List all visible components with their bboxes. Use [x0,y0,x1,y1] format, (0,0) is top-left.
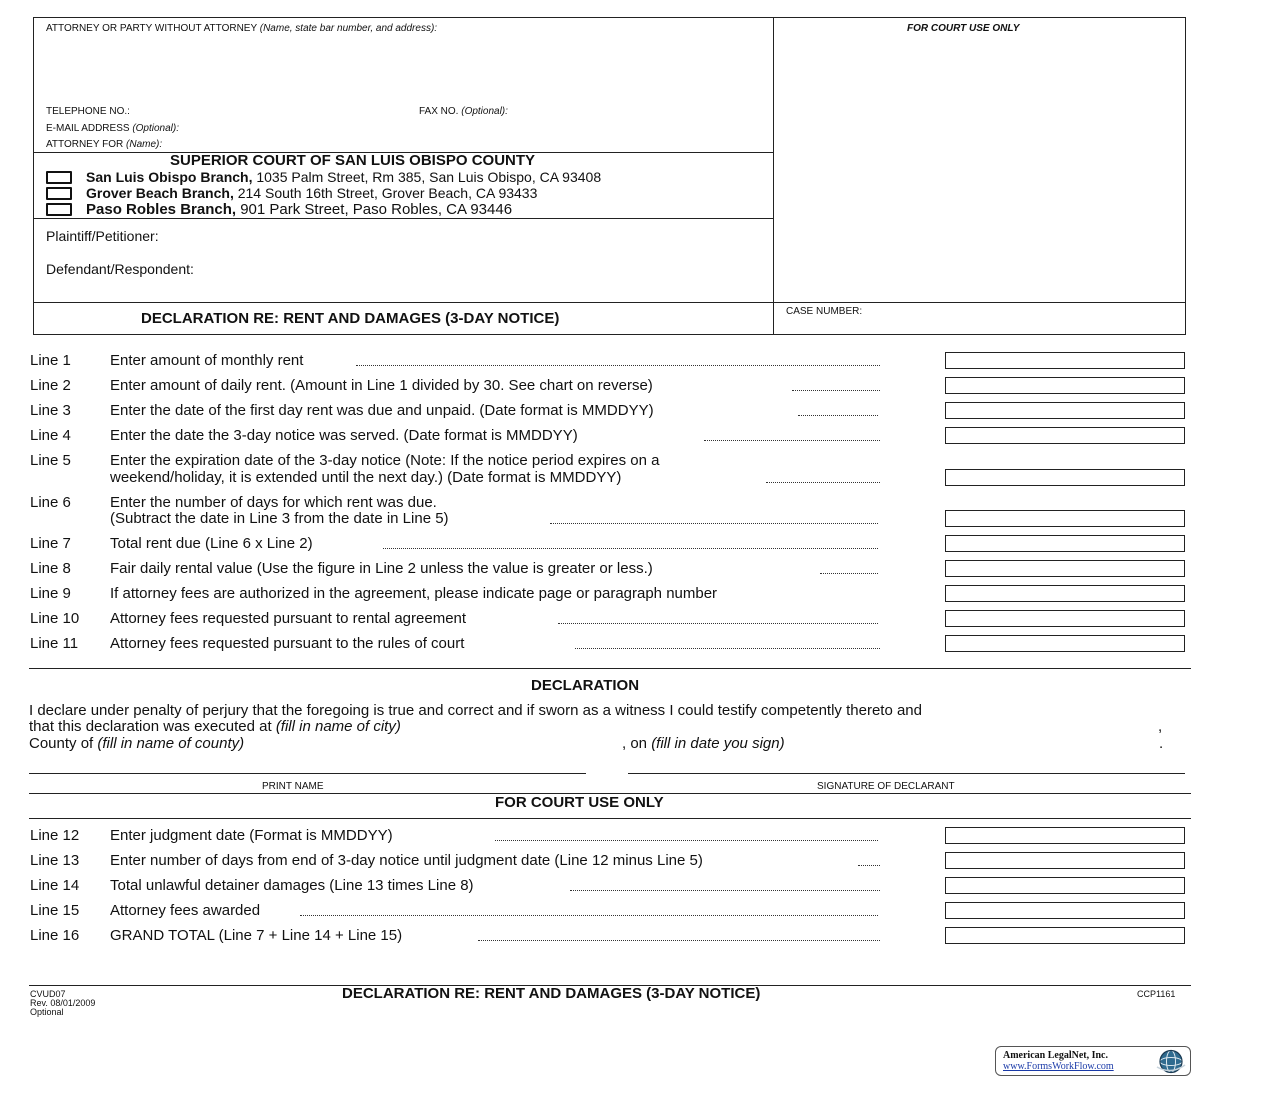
leader-dots [495,840,878,841]
branch-paso: Paso Robles Branch, 901 Park Street, Paso Robles, CA 93446 [86,201,513,218]
declaration-date: , on (fill in date you sign) [622,735,785,752]
line-1-input[interactable] [945,352,1185,369]
line-10-input[interactable] [945,610,1185,627]
line-text: Enter the number of days for which rent was due. [110,494,437,511]
leader-dots [383,548,878,549]
branch-checkbox-grover[interactable] [46,187,72,200]
case-number-label: CASE NUMBER: [786,306,863,317]
leader-dots [570,890,880,891]
logo-url[interactable]: www.FormsWorkFlow.com [1003,1061,1114,1072]
line-15-input[interactable] [945,902,1185,919]
line-text: Total rent due (Line 6 x Line 2) [110,535,313,552]
plaintiff-label: Plaintiff/Petitioner: [46,228,159,244]
line-6-input[interactable] [945,510,1185,527]
line-text: Fair daily rental value (Use the figure in Line 2 unless the value is greater or less.) [110,560,653,577]
footer-title: DECLARATION RE: RENT AND DAMAGES (3-DAY NOTICE) [342,985,761,1002]
line-text: GRAND TOTAL (Line 7 + Line 14 + Line 15) [110,927,403,944]
logo-box [995,1046,1191,1076]
declaration-text-1: I declare under penalty of perjury that the foregoing is true and correct and if sworn as a witness I could testify competently thereto and [29,702,922,719]
line-number: Line 12 [30,827,80,844]
leader-dots [478,940,880,941]
line-text: Enter judgment date (Format is MMDDYY) [110,827,393,844]
leader-dots [558,623,878,624]
court-title: SUPERIOR COURT OF SAN LUIS OBISPO COUNTY [170,152,536,169]
leader-dots [766,482,880,483]
telephone-label: TELEPHONE NO.: [46,106,130,117]
line-number: Line 11 [30,635,79,652]
signature-label: SIGNATURE OF DECLARANT [817,781,955,792]
declaration-period: . [1159,735,1164,752]
attorney-for-label: ATTORNEY FOR (Name): [46,139,163,150]
line-2-input[interactable] [945,377,1185,394]
header-parties-top-rule [33,218,774,219]
line-number: Line 9 [30,585,71,602]
line-11-input[interactable] [945,635,1185,652]
line-14-input[interactable] [945,877,1185,894]
doc-title: DECLARATION RE: RENT AND DAMAGES (3-DAY NOTICE) [141,310,560,327]
line-text: Enter amount of monthly rent [110,352,304,369]
leader-dots [792,390,880,391]
print-name-line[interactable] [29,773,586,774]
footer-code: CCP1161 [1137,989,1176,999]
branch-checkbox-slo[interactable] [46,171,72,184]
line-text: Attorney fees requested pursuant to rental agreement [110,610,467,627]
court-section-bottom-rule [29,818,1191,819]
leader-dots [820,573,878,574]
branch-slo: San Luis Obispo Branch, 1035 Palm Street, Rm 385, San Luis Obispo, CA 93408 [86,169,602,185]
signature-line[interactable] [628,773,1185,774]
line-13-input[interactable] [945,852,1185,869]
fax-label: FAX NO. (Optional): [419,106,508,117]
leader-dots [798,415,878,416]
leader-dots [356,365,880,366]
declaration-heading: DECLARATION [531,677,640,694]
court-section-heading: FOR COURT USE ONLY [495,794,664,811]
declaration-top-rule [29,668,1191,669]
leader-dots [575,648,880,649]
leader-dots [300,915,878,916]
line-number: Line 6 [30,494,71,511]
line-number: Line 10 [30,610,80,627]
attorney-label: ATTORNEY OR PARTY WITHOUT ATTORNEY (Name, state bar number, and address): [46,23,438,34]
footer-optional: Optional [30,1007,64,1017]
leader-dots [704,440,880,441]
line-7-input[interactable] [945,535,1185,552]
branch-checkbox-paso[interactable] [46,203,72,216]
line-12-input[interactable] [945,827,1185,844]
line-number: Line 1 [30,352,71,369]
line-text-cont: weekend/holiday, it is extended until the next day.) (Date format is MMDDYY) [110,469,622,486]
email-label: E-MAIL ADDRESS (Optional): [46,123,180,134]
leader-dots [858,865,880,866]
line-number: Line 15 [30,902,80,919]
line-number: Line 4 [30,427,71,444]
court-use-only-header: FOR COURT USE ONLY [907,23,1020,34]
line-number: Line 8 [30,560,71,577]
line-4-input[interactable] [945,427,1185,444]
line-3-input[interactable] [945,402,1185,419]
line-number: Line 7 [30,535,71,552]
line-number: Line 3 [30,402,71,419]
line-text: Total unlawful detainer damages (Line 13 times Line 8) [110,877,474,894]
logo-name: American LegalNet, Inc. [1003,1050,1108,1061]
line-number: Line 5 [30,452,71,469]
line-text: Enter the date the 3-day notice was served. (Date format is MMDDYY) [110,427,578,444]
line-text: Enter the date of the first day rent was due and unpaid. (Date format is MMDDYY) [110,402,654,419]
header-title-top-rule [33,302,1186,303]
leader-dots [550,523,878,524]
branch-grover: Grover Beach Branch, 214 South 16th Street, Grover Beach, CA 93433 [86,185,538,201]
declaration-comma: , [1158,718,1163,735]
line-text: Attorney fees requested pursuant to the rules of court [110,635,465,652]
line-text: If attorney fees are authorized in the agreement, please indicate page or paragraph number [110,585,718,602]
declaration-text-2: that this declaration was executed at (fill in name of city) [29,718,401,735]
line-text: Enter amount of daily rent. (Amount in Line 1 divided by 30. See chart on reverse) [110,377,653,394]
defendant-label: Defendant/Respondent: [46,261,194,277]
line-text: Attorney fees awarded [110,902,261,919]
line-text: Enter the expiration date of the 3-day notice (Note: If the notice period expires on a [110,452,660,469]
footer-rev: Rev. 08/01/2009 [30,998,96,1008]
line-text: Enter number of days from end of 3-day notice until judgment date (Line 12 minus Line 5) [110,852,703,869]
print-name-label: PRINT NAME [262,781,324,792]
line-number: Line 13 [30,852,80,869]
line-number: Line 2 [30,377,71,394]
declaration-county: County of (fill in name of county) [29,735,245,752]
line-5-input[interactable] [945,469,1185,486]
line-16-input[interactable] [945,927,1185,944]
line-number: Line 14 [30,877,80,894]
globe-icon [1154,1049,1188,1074]
footer-form-id: CVUD07 [30,989,66,999]
line-9-input[interactable] [945,585,1185,602]
line-number: Line 16 [30,927,80,944]
header-divider [773,17,774,335]
line-text-cont: (Subtract the date in Line 3 from the date in Line 5) [110,510,449,527]
line-8-input[interactable] [945,560,1185,577]
